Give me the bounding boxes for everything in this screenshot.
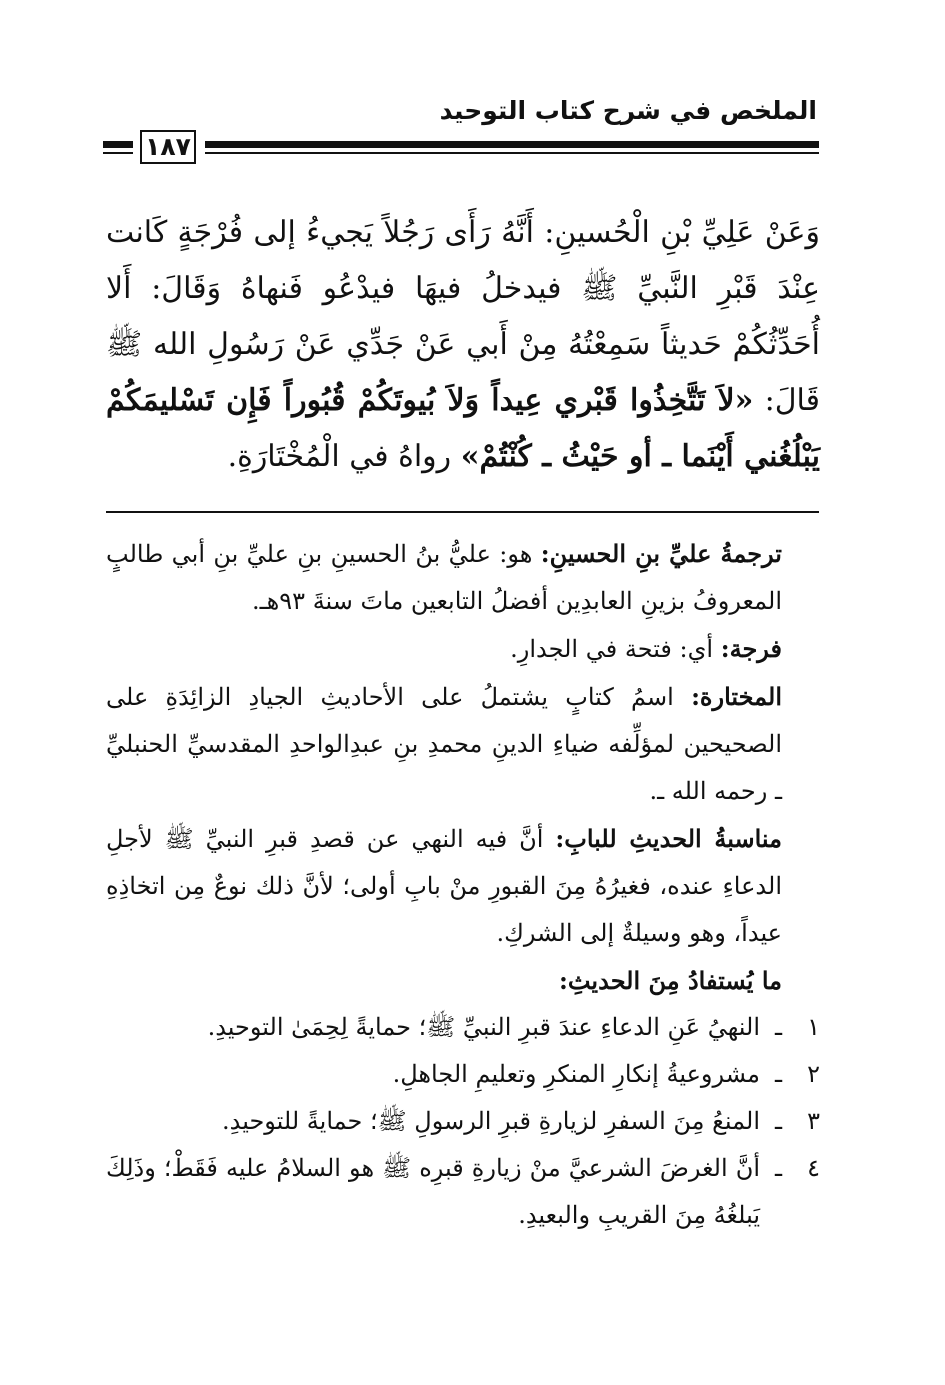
relevance-text: أنَّ فيه النهي عن قصدِ قبرِ النبيِّ ﷺ لأجلِ الدعاءِ عنده، فغيرُهُ مِنَ القبورِ منْ بابِ أولى؛ لأنَّ ذلك نوعٌ مِن اتخاذِهِ عيداً، وهو وسيلةٌ إلى الشركِ. xyxy=(106,825,782,947)
hadith-text xyxy=(106,205,820,485)
benefit-text: المنعُ مِنَ السفرِ لزيارةِ قبرِ الرسولِ ﷺ؛ حمايةً للتوحيدِ. xyxy=(221,1107,760,1135)
relevance-paragraph xyxy=(106,815,820,957)
furja-paragraph xyxy=(106,625,820,673)
header-rule-left-thick xyxy=(103,141,133,148)
hadith-quote: «لاَ تَتَّخِذُوا قَبْري عِيداً وَلاَ بُيوتَكُمْ قُبُوراً فَإِن تَسْليمَكُمْ يَبْلُغُني أَيْنَما ـ أو حَيْثُ ـ كُنْتُمْ» xyxy=(106,383,820,474)
mukhtara-term: المختارة: xyxy=(691,682,782,711)
furja-term: فرجة: xyxy=(720,634,782,663)
hadith-intro: وَعَنْ عَلِيِّ بْنِ الْحُسينِ: أَنَّهُ رَأَى رَجُلاً يَجيءُ إلى فُرْجَةٍ كَانت عِنْدَ قَبْرِ النَّبيِّ ﷺ فيدخلُ فيهَا فيدْعُو فَنهاهُ وَقَالَ: أَلا أُحَدِّثُكُمْ حَديثاً سَمِعْتُهُ مِنْ أَبي عَنْ جَدِّي عَنْ رَسُولِ الله ﷺ قَالَ: xyxy=(106,215,820,418)
running-title: الملخص في شرح كتاب التوحيد xyxy=(439,96,817,125)
mukhtara-paragraph xyxy=(106,673,820,815)
benefit-dash: ـ xyxy=(774,1013,782,1041)
mukhtara-text: اسمُ كتابٍ يشتملُ على الأحاديثِ الجيادِ الزائِدَةِ على الصحيحين لمؤلِّفه ضياءِ الدينِ محمدِ بنِ عبدِالواحدِ المقدسيِّ الحنبليِّ ـ رحمه الله ـ. xyxy=(106,683,782,805)
benefits-heading: ما يُستفادُ مِنَ الحديثِ: xyxy=(558,966,782,995)
benefit-text: أنَّ الغرضَ الشرعيَّ منْ زيارةِ قبرِه ﷺ هو السلامُ عليه فَقَطْ؛ وذَلِكَ يَبلغُهُ مِنَ القريبِ والبعيدِ. xyxy=(106,1154,760,1229)
benefit-item xyxy=(106,1145,820,1239)
bio-text: هو: عليُّ بنُ الحسينِ بنِ عليِّ بنِ أبي طالبٍ المعروفُ بزينِ العابدِين أفضلُ التابعين ماتَ سنةَ ٩٣هـ. xyxy=(106,540,782,615)
page-number: ١٨٧ xyxy=(140,130,196,164)
hadith-source: رواهُ في الْمُخْتَارَةِ. xyxy=(227,439,452,474)
header-rule-thick xyxy=(205,141,819,148)
benefit-dash: ـ xyxy=(774,1060,782,1088)
bio-paragraph xyxy=(106,530,820,625)
benefit-item xyxy=(106,1051,820,1098)
footnote-separator xyxy=(106,511,819,513)
benefit-text: مشروعيةُ إنكارِ المنكرِ وتعليمِ الجاهلِ. xyxy=(392,1060,760,1088)
benefit-item xyxy=(106,1004,820,1051)
commentary xyxy=(106,530,820,1239)
benefit-dash: ـ xyxy=(774,1154,782,1182)
benefit-item xyxy=(106,1098,820,1145)
relevance-term: مناسبةُ الحديثِ للبابِ: xyxy=(555,824,782,853)
bio-term: ترجمةُ عليِّ بنِ الحسينِ: xyxy=(540,539,782,568)
benefit-number: ٣ xyxy=(807,1107,820,1135)
benefit-number: ١ xyxy=(807,1013,820,1041)
benefit-dash: ـ xyxy=(774,1107,782,1135)
header-rule-thin xyxy=(205,152,819,154)
header-rule-left-thin xyxy=(103,152,133,154)
benefit-number: ٢ xyxy=(807,1060,820,1088)
benefit-number: ٤ xyxy=(807,1154,820,1182)
furja-text: أي: فتحة في الجدارِ. xyxy=(510,635,714,663)
benefit-text: النهيُ عَنِ الدعاءِ عندَ قبرِ النبيِّ ﷺ؛ حمايةً لِحِمَىٰ التوحيدِ. xyxy=(207,1013,760,1041)
